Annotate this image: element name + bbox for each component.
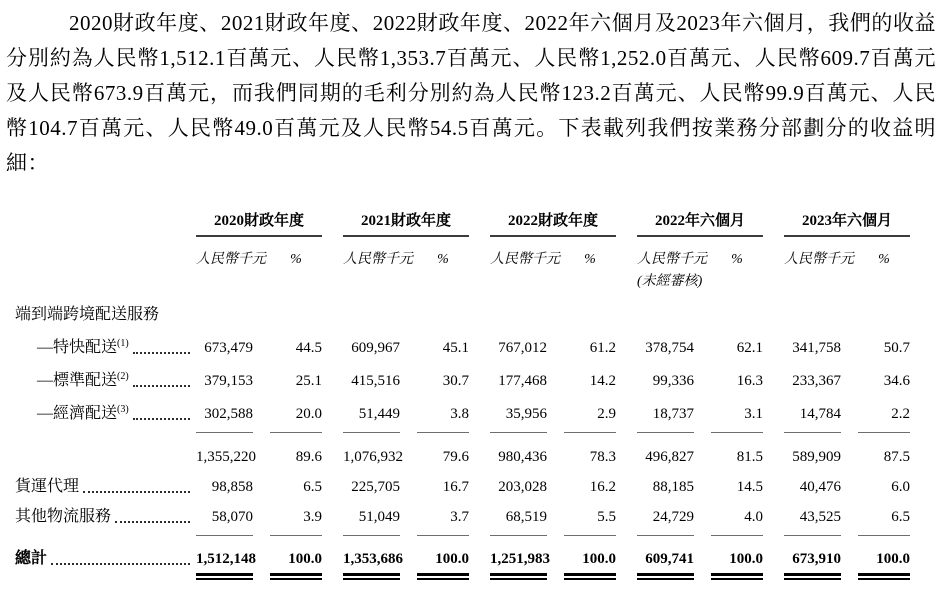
row-label: 貨運代理 <box>15 478 80 495</box>
period-group-cells <box>490 478 616 496</box>
value-cell: 51,049 <box>343 508 400 536</box>
period-group-cells <box>196 550 322 576</box>
percent-cell: 100.0 <box>858 550 910 576</box>
column-group-2022 <box>490 212 616 237</box>
value-cell: 609,741 <box>637 550 694 576</box>
value-cell: 24,729 <box>637 508 694 536</box>
period-group-cells <box>490 550 616 576</box>
percent-cell: 4.0 <box>711 508 763 536</box>
row-label-cell <box>15 405 196 423</box>
percent-cell: 78.3 <box>589 449 616 465</box>
period-group-cells <box>490 448 616 466</box>
footnote-marker: (1) <box>117 338 129 349</box>
percent-header: % <box>878 252 890 267</box>
value-cell: 1,353,686 <box>343 550 400 576</box>
period-group-cells <box>343 508 469 536</box>
unit-header-group <box>784 252 910 268</box>
row-label: 總計 <box>15 550 48 567</box>
period-group-cells <box>196 478 322 496</box>
table-row <box>15 372 910 390</box>
column-group-header: 2021財政年度 <box>360 213 451 229</box>
row-label-cell <box>15 306 196 324</box>
dot-leader <box>115 521 190 523</box>
column-group-rule <box>784 235 910 237</box>
column-group-rule <box>490 235 616 237</box>
period-group-cells <box>343 550 469 576</box>
column-group-rule <box>637 235 763 237</box>
percent-cell: 3.7 <box>417 508 469 536</box>
column-group-2020 <box>196 212 322 237</box>
dot-leader <box>83 491 190 493</box>
percent-cell: 45.1 <box>442 340 469 356</box>
period-group-cells <box>196 405 322 433</box>
table-row <box>15 339 910 357</box>
percent-cell: 3.8 <box>417 405 469 433</box>
value-cell: 673,479 <box>204 340 253 356</box>
value-cell: 415,516 <box>351 373 400 389</box>
value-cell: 496,827 <box>645 449 694 465</box>
percent-cell: 20.0 <box>270 405 322 433</box>
period-group-cells <box>196 508 322 536</box>
row-label-cell <box>15 478 196 496</box>
period-group-cells <box>784 405 910 433</box>
table-row <box>15 508 910 536</box>
row-label-cell <box>15 372 196 390</box>
unaudited-note: (未經審核) <box>637 274 703 289</box>
period-group-cells <box>490 508 616 536</box>
table-row <box>15 448 910 466</box>
period-group-cells <box>784 508 910 536</box>
row-label-cell <box>15 550 196 568</box>
unit-header-group <box>196 252 322 268</box>
table-body <box>15 306 910 576</box>
dot-leader <box>133 418 190 420</box>
table-section-row <box>15 306 910 324</box>
row-label: —標準配送$^{(2)}$ <box>37 371 129 389</box>
column-group-2021 <box>343 212 469 237</box>
unit-header: 人民幣千元 <box>490 252 560 267</box>
percent-header: % <box>290 252 302 267</box>
period-group-cells <box>637 405 763 433</box>
row-label: 端到端跨境配送服務 <box>15 306 160 323</box>
value-cell: 35,956 <box>490 405 547 433</box>
column-group-6m2023 <box>784 212 910 237</box>
dot-leader <box>133 352 190 354</box>
value-cell: 1,076,932 <box>343 449 403 465</box>
percent-cell: 100.0 <box>711 550 763 576</box>
value-cell: 379,153 <box>204 373 253 389</box>
column-group-6m2022 <box>637 212 763 237</box>
period-group-cells <box>196 448 322 466</box>
percent-cell: 100.0 <box>564 550 616 576</box>
row-label: —特快配送$^{(1)}$ <box>37 338 129 356</box>
column-group-header: 2020財政年度 <box>213 213 304 229</box>
value-cell: 589,909 <box>792 449 841 465</box>
value-cell: 14,784 <box>784 405 841 433</box>
table-row <box>15 405 910 433</box>
table-row <box>15 478 910 496</box>
table-row <box>15 550 910 576</box>
period-group-cells <box>637 372 763 390</box>
percent-cell: 81.5 <box>736 449 763 465</box>
percent-header: % <box>437 252 449 267</box>
percent-cell: 6.5 <box>858 508 910 536</box>
percent-cell: 100.0 <box>270 550 322 576</box>
value-cell: 51,449 <box>343 405 400 433</box>
value-cell: 88,185 <box>652 479 694 495</box>
percent-cell: 2.2 <box>858 405 910 433</box>
value-cell: 58,070 <box>196 508 253 536</box>
unit-header-group <box>637 252 763 268</box>
value-cell: 1,512,148 <box>196 550 253 576</box>
percent-cell: 79.6 <box>442 449 469 465</box>
column-group-header: 2023年六個月 <box>801 213 892 229</box>
dot-leader <box>51 563 190 565</box>
percent-cell: 100.0 <box>417 550 469 576</box>
period-group-cells <box>343 339 469 357</box>
value-cell: 18,737 <box>637 405 694 433</box>
value-cell: 1,355,220 <box>196 449 256 465</box>
unit-header-group <box>490 252 616 268</box>
value-cell: 673,910 <box>784 550 841 576</box>
period-group-cells <box>637 448 763 466</box>
percent-cell: 6.0 <box>891 479 910 495</box>
percent-cell: 34.6 <box>883 373 910 389</box>
value-cell: 1,251,983 <box>490 550 547 576</box>
percent-cell: 16.3 <box>736 373 763 389</box>
percent-cell: 50.7 <box>883 340 910 356</box>
period-group-cells <box>196 339 322 357</box>
table-unit-header-row <box>15 252 910 268</box>
percent-cell: 16.2 <box>589 479 616 495</box>
period-group-cells <box>343 372 469 390</box>
percent-cell: 62.1 <box>736 340 763 356</box>
value-cell: 609,967 <box>351 340 400 356</box>
period-group-cells <box>196 372 322 390</box>
value-cell: 68,519 <box>490 508 547 536</box>
value-cell: 233,367 <box>792 373 841 389</box>
percent-cell: 2.9 <box>564 405 616 433</box>
percent-cell: 89.6 <box>295 449 322 465</box>
row-label: 其他物流服務 <box>15 508 112 525</box>
period-group-cells <box>490 372 616 390</box>
unit-header: 人民幣千元 <box>784 252 854 267</box>
row-label: —經濟配送$^{(3)}$ <box>37 404 129 422</box>
percent-cell: 14.5 <box>736 479 763 495</box>
percent-cell: 5.5 <box>564 508 616 536</box>
value-cell: 767,012 <box>498 340 547 356</box>
intro-paragraph: 2020財政年度、2021財政年度、2022財政年度、2022年六個月及2023年六個月，我們的收益分別約為人民幣1,512.1百萬元、人民幣1,353.7百萬元、人民幣1,252.0百萬元、人民幣609.7百萬元及人民幣673.9百萬元，而我們同期的毛利分別約為人民幣123.2百萬元、人民幣99.9百萬元、人民幣104.7百萬元、人民幣49.0百萬元及人民幣54.5百萬元。下表載列我們按業務分部劃分的收益明細： <box>6 11 936 175</box>
period-group-cells <box>490 339 616 357</box>
unit-header: 人民幣千元 <box>637 252 707 267</box>
percent-header: % <box>731 252 743 267</box>
period-group-cells <box>637 508 763 536</box>
unit-header: 人民幣千元 <box>196 252 266 267</box>
table-group-header-row <box>15 212 910 237</box>
value-cell: 43,525 <box>784 508 841 536</box>
period-group-cells <box>637 339 763 357</box>
value-cell: 98,858 <box>211 479 253 495</box>
unit-header: 人民幣千元 <box>343 252 413 267</box>
period-group-cells <box>637 550 763 576</box>
column-group-header: 2022年六個月 <box>654 213 745 229</box>
row-label-cell <box>15 339 196 357</box>
period-group-cells <box>343 448 469 466</box>
value-cell: 99,336 <box>652 373 694 389</box>
period-group-cells <box>343 405 469 433</box>
period-group-cells <box>784 478 910 496</box>
period-group-cells <box>784 550 910 576</box>
value-cell: 980,436 <box>498 449 547 465</box>
column-group-header: 2022財政年度 <box>507 213 598 229</box>
dot-leader <box>133 385 190 387</box>
table-note-row <box>15 274 910 290</box>
value-cell: 225,705 <box>351 479 400 495</box>
percent-cell: 61.2 <box>589 340 616 356</box>
value-cell: 40,476 <box>799 479 841 495</box>
percent-cell: 30.7 <box>442 373 469 389</box>
revenue-breakdown-table <box>15 212 910 576</box>
column-group-rule <box>196 235 322 237</box>
value-cell: 378,754 <box>645 340 694 356</box>
period-group-cells <box>343 478 469 496</box>
period-group-cells <box>784 339 910 357</box>
percent-cell: 16.7 <box>442 479 469 495</box>
percent-cell: 3.1 <box>711 405 763 433</box>
percent-header: % <box>584 252 596 267</box>
percent-cell: 3.9 <box>270 508 322 536</box>
percent-cell: 6.5 <box>303 479 322 495</box>
period-group-cells <box>784 448 910 466</box>
footnote-marker: (2) <box>117 371 129 382</box>
value-cell: 341,758 <box>792 340 841 356</box>
period-group-cells <box>784 372 910 390</box>
period-group-cells <box>490 405 616 433</box>
percent-cell: 25.1 <box>295 373 322 389</box>
footnote-marker: (3) <box>117 404 129 415</box>
column-group-rule <box>343 235 469 237</box>
percent-cell: 87.5 <box>883 449 910 465</box>
unit-header-group <box>343 252 469 268</box>
percent-cell: 14.2 <box>589 373 616 389</box>
percent-cell: 44.5 <box>295 340 322 356</box>
value-cell: 177,468 <box>498 373 547 389</box>
value-cell: 302,588 <box>196 405 253 433</box>
value-cell: 203,028 <box>498 479 547 495</box>
row-label-cell <box>15 508 196 526</box>
period-group-cells <box>637 478 763 496</box>
